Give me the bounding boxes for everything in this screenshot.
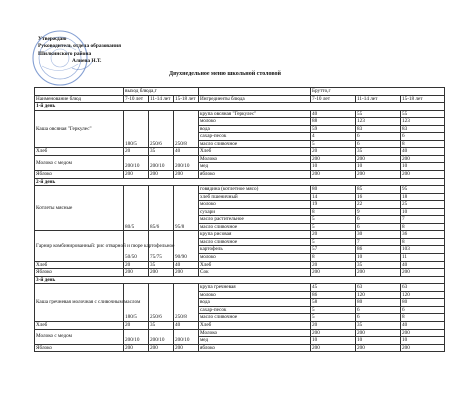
ingredient-brutto: 7 — [401, 216, 445, 224]
ingredient-brutto: 5 — [311, 306, 356, 314]
ingredient-brutto: 200 — [356, 155, 401, 163]
dish-name: Гарнир комбинированный: рис отварной и пюре картофельное — [35, 231, 124, 261]
header-row-1 — [35, 88, 445, 96]
ingredient-brutto: 200 — [356, 329, 401, 337]
day-label: 3-й день — [35, 276, 445, 284]
header-age: 7-10 лет — [124, 95, 149, 103]
ingredient-brutto: 88 — [311, 118, 356, 126]
table-row — [35, 171, 445, 179]
approval-label: Утверждаю — [38, 36, 67, 42]
table-row — [35, 321, 445, 329]
ingredient-brutto: 6 — [356, 133, 401, 141]
ingredient-brutto: 57 — [311, 246, 356, 254]
ingredient-brutto: 10 — [311, 337, 356, 345]
dish-name: Каша овсяная "Геркулес" — [35, 110, 124, 148]
table-row — [35, 148, 445, 156]
ingredient-brutto: 40 — [311, 110, 356, 118]
approval-block — [38, 36, 158, 65]
table-row — [35, 344, 445, 352]
dish-yield: 200 — [149, 171, 174, 179]
ingredient-brutto: 8 — [401, 314, 445, 322]
day-label: 1-й день — [35, 103, 445, 111]
ingredient-brutto: 55 — [401, 110, 445, 118]
ingredient-brutto: 35 — [356, 321, 401, 329]
menu-table — [34, 87, 445, 352]
ingredient-brutto: 10 — [401, 208, 445, 216]
ingredient-brutto: 8 — [311, 208, 356, 216]
ingredient-brutto: 80 — [311, 186, 356, 194]
ingredient-name: вода — [199, 125, 311, 133]
day-row — [35, 178, 445, 186]
dish-yield: 200 — [174, 344, 199, 352]
ingredient-name: Хлеб — [199, 148, 311, 156]
ingredient-brutto: 11 — [401, 254, 445, 262]
ingredient-brutto: 123 — [401, 118, 445, 126]
ingredient-name: сахар-песок — [199, 133, 311, 141]
ingredient-name: молоко — [199, 291, 311, 299]
ingredient-brutto: 20 — [311, 148, 356, 156]
ingredient-brutto: 95 — [401, 186, 445, 194]
header-age: 15-18 лет — [174, 95, 199, 103]
ingredient-brutto: 200 — [401, 329, 445, 337]
day-row — [35, 103, 445, 111]
ingredient-name: мед — [199, 163, 311, 171]
ingredient-brutto: 6 — [401, 306, 445, 314]
ingredient-brutto: 22 — [356, 201, 401, 209]
ingredient-name: масло сливочное — [199, 238, 311, 246]
ingredient-name: масло сливочное — [199, 223, 311, 231]
ingredient-brutto: 25 — [401, 201, 445, 209]
ingredient-brutto: 5 — [311, 140, 356, 148]
dish-yield: 250/8 — [174, 284, 199, 322]
ingredient-brutto: 10 — [401, 337, 445, 345]
ingredient-brutto: 8 — [401, 140, 445, 148]
header-dish: Наименование блюд — [35, 95, 124, 103]
ingredient-brutto: 35 — [356, 261, 401, 269]
dish-yield: 200 — [124, 171, 149, 179]
dish-yield: 40 — [174, 148, 199, 156]
ingredient-name: вода — [199, 299, 311, 307]
ingredient-name: молоко — [199, 254, 311, 262]
dish-yield: 200 — [174, 171, 199, 179]
dish-yield: 95/8 — [174, 186, 199, 231]
ingredient-brutto: 19 — [311, 201, 356, 209]
dish-name: Хлеб — [35, 261, 124, 269]
header-row-2 — [35, 95, 445, 103]
dish-yield: 40 — [174, 261, 199, 269]
header-ingredients: Ингредиенты блюда — [199, 95, 311, 103]
ingredient-brutto: 8 — [311, 254, 356, 262]
dish-yield: 250/6 — [149, 110, 174, 148]
ingredient-name: крупа овсяная "Геркулес" — [199, 110, 311, 118]
ingredient-brutto: 5 — [311, 223, 356, 231]
ingredient-brutto: 123 — [356, 118, 401, 126]
ingredient-brutto: 200 — [356, 171, 401, 179]
dish-name: Яблоко — [35, 171, 124, 179]
ingredient-brutto: 63 — [401, 284, 445, 292]
ingredient-name: говядина (котлетное мясо) — [199, 186, 311, 194]
ingredient-brutto: 58 — [311, 299, 356, 307]
dish-yield: 250/6 — [149, 284, 174, 322]
ingredient-brutto: 45 — [311, 284, 356, 292]
menu-table-body — [35, 88, 445, 352]
dish-yield: 180/5 — [124, 110, 149, 148]
ingredient-brutto: 10 — [356, 337, 401, 345]
dish-yield: 40 — [174, 321, 199, 329]
ingredient-brutto: 9 — [356, 208, 401, 216]
dish-name: Яблоко — [35, 344, 124, 352]
ingredient-brutto: 120 — [401, 291, 445, 299]
ingredient-brutto: 6 — [401, 133, 445, 141]
approval-signer: Алиева Н.Т. — [72, 57, 102, 64]
ingredient-brutto: 200 — [356, 269, 401, 277]
dish-name: Молоко с медом — [35, 329, 124, 344]
ingredient-brutto: 40 — [401, 148, 445, 156]
ingredient-name: Молоко — [199, 155, 311, 163]
ingredient-name: масло сливочное — [199, 314, 311, 322]
ingredient-name: яблоко — [199, 344, 311, 352]
ingredient-name: яблоко — [199, 171, 311, 179]
header-brutto: Брутто,г — [311, 88, 445, 96]
dish-yield: 80/5 — [124, 186, 149, 231]
dish-name: Молоко с медом — [35, 155, 124, 170]
table-row — [35, 155, 445, 163]
header-age: 7-10 лет — [311, 95, 356, 103]
ingredient-brutto: 86 — [311, 291, 356, 299]
ingredient-brutto: 4 — [311, 133, 356, 141]
ingredient-brutto: 200 — [401, 344, 445, 352]
ingredient-name: масло сливочное — [199, 140, 311, 148]
ingredient-brutto: 5 — [311, 314, 356, 322]
ingredient-name: крупа гречневая — [199, 284, 311, 292]
ingredient-brutto: 6 — [356, 216, 401, 224]
ingredient-brutto: 55 — [356, 110, 401, 118]
dish-yield: 200 — [149, 344, 174, 352]
dish-name: Яблоко — [35, 269, 124, 277]
header-age: 11-14 лет — [356, 95, 401, 103]
ingredient-name: хлеб пшеничный — [199, 193, 311, 201]
ingredient-brutto: 16 — [356, 193, 401, 201]
ingredient-brutto: 6 — [356, 140, 401, 148]
ingredient-brutto: 200 — [401, 155, 445, 163]
ingredient-name: крупа рисовая — [199, 231, 311, 239]
ingredient-name: Молоко — [199, 329, 311, 337]
ingredient-brutto: 63 — [356, 284, 401, 292]
dish-yield: 200 — [124, 344, 149, 352]
ingredient-name: Хлеб — [199, 261, 311, 269]
ingredient-brutto: 20 — [311, 321, 356, 329]
table-row — [35, 269, 445, 277]
ingredient-brutto: 18 — [401, 193, 445, 201]
ingredient-brutto: 5 — [311, 238, 356, 246]
dish-yield: 200 — [174, 269, 199, 277]
dish-yield: 200/10 — [149, 155, 174, 170]
ingredient-brutto: 10 — [401, 163, 445, 171]
ingredient-brutto: 200 — [401, 171, 445, 179]
ingredient-brutto: 200 — [311, 269, 356, 277]
dish-name: Котлеты мясные — [35, 186, 124, 231]
ingredient-name: мед — [199, 337, 311, 345]
ingredient-brutto: 200 — [356, 344, 401, 352]
dish-yield: 200/10 — [124, 155, 149, 170]
dish-yield: 250/8 — [174, 110, 199, 148]
ingredient-brutto: 35 — [356, 148, 401, 156]
dish-yield: 200/10 — [149, 329, 174, 344]
approval-position: Руководитель отдела образования — [38, 43, 121, 50]
dish-name: Каша гречневая молочная с сливочным маслом — [35, 284, 124, 322]
table-row — [35, 110, 445, 118]
dish-yield: 35 — [149, 261, 174, 269]
dish-yield: 200 — [124, 269, 149, 277]
ingredient-brutto: 20 — [311, 231, 356, 239]
ingredient-name: сахар-песок — [199, 306, 311, 314]
dish-name: Хлеб — [35, 148, 124, 156]
header-blank — [35, 88, 124, 96]
ingredient-brutto: 10 — [356, 163, 401, 171]
ingredient-brutto: 59 — [311, 125, 356, 133]
dish-yield: 200 — [149, 269, 174, 277]
ingredient-brutto: 36 — [401, 231, 445, 239]
table-row — [35, 186, 445, 194]
table-row — [35, 261, 445, 269]
ingredient-brutto: 5 — [311, 216, 356, 224]
header-blank — [199, 88, 311, 96]
header-yield: выход блюда,г — [124, 88, 199, 96]
ingredient-brutto: 10 — [311, 163, 356, 171]
ingredient-name: молоко — [199, 118, 311, 126]
table-row — [35, 231, 445, 239]
ingredient-brutto: 40 — [401, 261, 445, 269]
ingredient-name: молоко — [199, 201, 311, 209]
page-title: Двухнедельное меню школьной столовой — [169, 71, 281, 77]
dish-yield: 75/75 — [149, 231, 174, 261]
table-row — [35, 284, 445, 292]
ingredient-name: масло растительное — [199, 216, 311, 224]
ingredient-brutto: 200 — [401, 269, 445, 277]
ingredient-brutto: 83 — [356, 125, 401, 133]
dish-yield: 20 — [124, 148, 149, 156]
day-row — [35, 276, 445, 284]
ingredient-brutto: 14 — [311, 193, 356, 201]
ingredient-brutto: 6 — [356, 223, 401, 231]
ingredient-name: Сок — [199, 269, 311, 277]
ingredient-brutto: 40 — [401, 321, 445, 329]
ingredient-brutto: 8 — [401, 223, 445, 231]
day-label: 2-й день — [35, 178, 445, 186]
ingredient-brutto: 6 — [356, 306, 401, 314]
ingredient-brutto: 10 — [356, 254, 401, 262]
ingredient-brutto: 30 — [356, 231, 401, 239]
header-age: 15-18 лет — [401, 95, 445, 103]
ingredient-brutto: 200 — [311, 171, 356, 179]
dish-yield: 20 — [124, 261, 149, 269]
dish-yield: 200/10 — [124, 329, 149, 344]
header-age: 11-14 лет — [149, 95, 174, 103]
ingredient-name: сухари — [199, 208, 311, 216]
ingredient-brutto: 80 — [401, 299, 445, 307]
dish-yield: 35 — [149, 321, 174, 329]
ingredient-name: Хлеб — [199, 321, 311, 329]
approval-district: Шилкинского района — [38, 50, 92, 57]
dish-name: Хлеб — [35, 321, 124, 329]
dish-yield: 35 — [149, 148, 174, 156]
ingredient-brutto: 8 — [401, 238, 445, 246]
dish-yield: 200/10 — [174, 329, 199, 344]
ingredient-brutto: 200 — [311, 155, 356, 163]
ingredient-brutto: 80 — [356, 299, 401, 307]
ingredient-brutto: 120 — [356, 291, 401, 299]
ingredient-brutto: 103 — [401, 246, 445, 254]
dish-yield: 90/90 — [174, 231, 199, 261]
ingredient-brutto: 85 — [356, 186, 401, 194]
ingredient-brutto: 20 — [311, 261, 356, 269]
dish-yield: 85/6 — [149, 186, 174, 231]
ingredient-brutto: 200 — [311, 329, 356, 337]
dish-yield: 180/5 — [124, 284, 149, 322]
ingredient-name: картофель — [199, 246, 311, 254]
ingredient-brutto: 6 — [356, 314, 401, 322]
dish-yield: 50/50 — [124, 231, 149, 261]
dish-yield: 20 — [124, 321, 149, 329]
ingredient-brutto: 86 — [356, 246, 401, 254]
dish-yield: 200/10 — [174, 155, 199, 170]
table-row — [35, 329, 445, 337]
ingredient-brutto: 83 — [401, 125, 445, 133]
ingredient-brutto: 200 — [311, 344, 356, 352]
ingredient-brutto: 7 — [356, 238, 401, 246]
